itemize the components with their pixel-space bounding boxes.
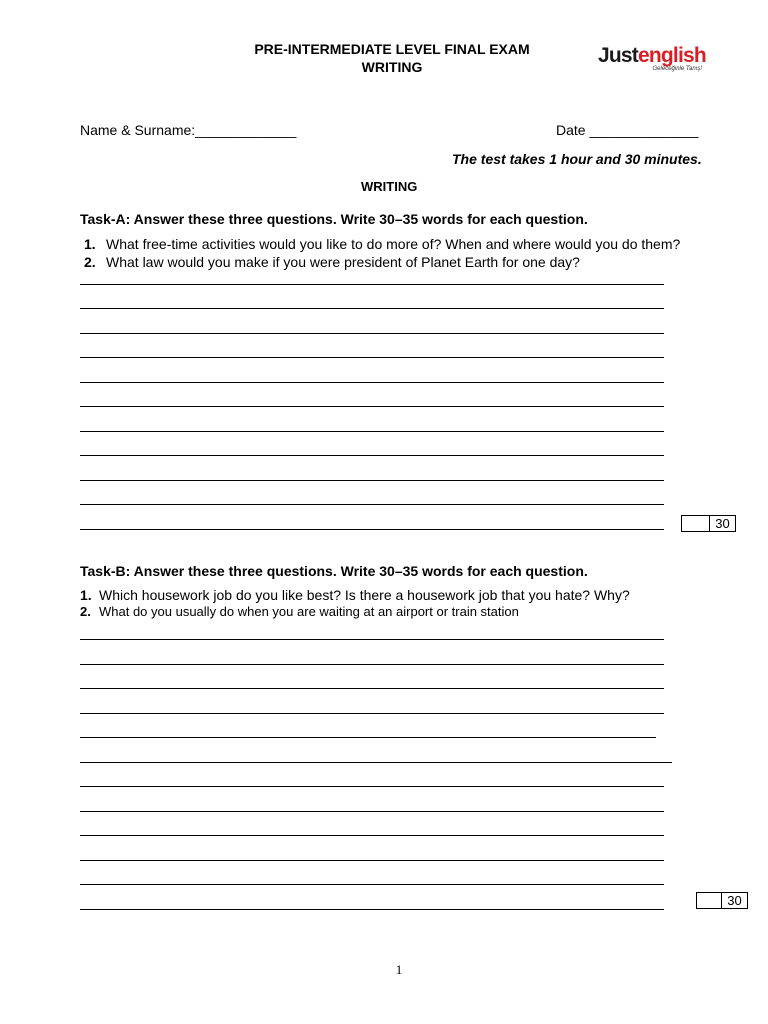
answer-line[interactable] xyxy=(80,529,664,530)
answer-line[interactable] xyxy=(80,762,672,763)
task-b-score: 30 xyxy=(727,893,742,908)
answer-line[interactable] xyxy=(80,480,664,481)
exam-subtitle: WRITING xyxy=(361,59,423,75)
answer-line[interactable] xyxy=(80,664,664,665)
answer-line[interactable] xyxy=(80,884,664,885)
answer-line[interactable] xyxy=(80,284,664,285)
task-a-score-box xyxy=(681,515,736,532)
answer-line[interactable] xyxy=(80,333,664,334)
task-a-score: 30 xyxy=(715,516,730,531)
task-b-heading: Task-B: Answer these three questions. Write 30–35 words for each question. xyxy=(80,563,588,579)
answer-line[interactable] xyxy=(80,406,664,407)
answer-line[interactable] xyxy=(80,431,664,432)
justenglish-logo: Justenglish Geleceğinle Tanış! xyxy=(598,44,706,72)
section-heading: WRITING xyxy=(361,179,418,194)
task-a-question-2: 2. What law would you make if you were president of Planet Earth for one day? xyxy=(84,254,580,270)
answer-line[interactable] xyxy=(80,909,664,910)
answer-line[interactable] xyxy=(80,860,664,861)
name-surname-field: Name & Surname:_____________ xyxy=(80,122,297,138)
answer-line[interactable] xyxy=(80,737,656,738)
answer-line[interactable] xyxy=(80,713,664,714)
duration-note: The test takes 1 hour and 30 minutes. xyxy=(452,151,702,167)
answer-line[interactable] xyxy=(80,308,664,309)
task-b-question-2: 2. What do you usually do when you are waiting at an airport or train station xyxy=(80,604,519,619)
exam-title: PRE-INTERMEDIATE LEVEL FINAL EXAM xyxy=(254,41,530,57)
task-a-question-1: 1. What free-time activities would you like to do more of? When and where would you do them? xyxy=(84,236,681,252)
score-blank[interactable] xyxy=(682,516,710,531)
answer-line[interactable] xyxy=(80,786,664,787)
logo-tagline: Geleceğinle Tanış! xyxy=(652,66,702,72)
date-field: Date ______________ xyxy=(556,122,699,138)
task-b-question-1: 1. Which housework job do you like best? Is there a housework job that you hate? Why? xyxy=(80,587,630,603)
answer-line[interactable] xyxy=(80,639,664,640)
answer-line[interactable] xyxy=(80,504,664,505)
task-b-score-box xyxy=(696,892,748,909)
answer-line[interactable] xyxy=(80,811,664,812)
answer-line[interactable] xyxy=(80,835,664,836)
answer-line[interactable] xyxy=(80,455,664,456)
answer-line[interactable] xyxy=(80,357,664,358)
page-number: 1 xyxy=(395,962,403,977)
answer-line[interactable] xyxy=(80,688,664,689)
score-blank[interactable] xyxy=(697,893,722,908)
answer-line[interactable] xyxy=(80,382,664,383)
task-a-heading: Task-A: Answer these three questions. Write 30–35 words for each question. xyxy=(80,211,588,227)
